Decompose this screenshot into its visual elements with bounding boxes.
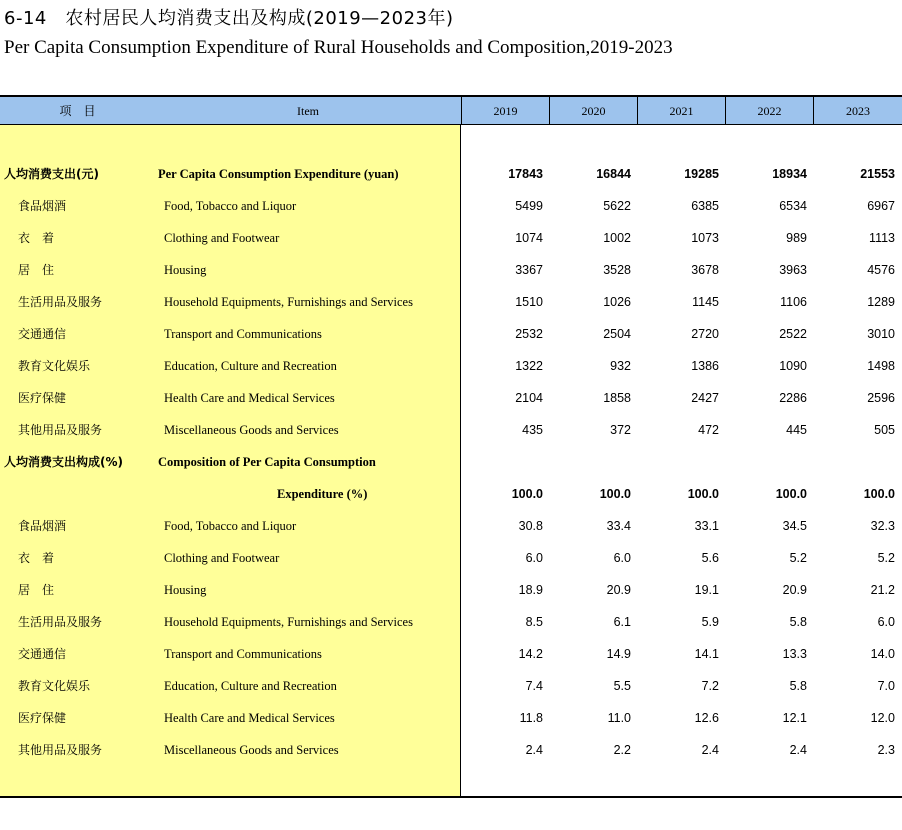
cell-value: 3010 [867, 327, 895, 341]
cell-value: 3528 [603, 263, 631, 277]
cell-value: 3963 [779, 263, 807, 277]
cell-value: 1289 [867, 295, 895, 309]
table-row [0, 613, 902, 645]
cell-value: 5.2 [877, 551, 895, 565]
cell-value: 6.0 [525, 551, 543, 565]
cell-value: 6385 [691, 199, 719, 213]
cell-value: 2720 [691, 327, 719, 341]
cell-value: 14.9 [606, 647, 631, 661]
cell-value: 21553 [860, 167, 895, 181]
cell-value: 33.4 [606, 519, 631, 533]
row-label-cn: 交通通信 [18, 647, 67, 661]
table-header [0, 97, 902, 125]
cell-value: 11.0 [607, 711, 631, 725]
cell-value: 17843 [508, 167, 543, 181]
row-label-en: Food, Tobacco and Liquor [164, 519, 297, 533]
row-label-en: Miscellaneous Goods and Services [164, 743, 339, 757]
cell-value: 989 [786, 231, 807, 245]
cell-value: 1090 [779, 359, 807, 373]
cell-value: 100.0 [863, 487, 895, 501]
table-row [0, 197, 902, 229]
table-row [0, 357, 902, 389]
row-label-en: Clothing and Footwear [164, 551, 280, 565]
row-label-en: Per Capita Consumption Expenditure (yuan) [158, 167, 399, 181]
cell-value: 1858 [603, 391, 631, 405]
header-year: 2023 [813, 97, 902, 124]
row-label-en: Housing [164, 263, 207, 277]
row-label-cn: 教育文化娱乐 [18, 679, 91, 693]
cell-value: 472 [698, 423, 719, 437]
table-row [0, 229, 902, 261]
row-label-cn: 居 住 [18, 263, 55, 277]
cell-value: 2.4 [525, 743, 543, 757]
row-label-en: Education, Culture and Recreation [164, 679, 337, 693]
cell-value: 12.1 [782, 711, 807, 725]
cell-value: 100.0 [687, 487, 719, 501]
cell-value: 6.0 [613, 551, 631, 565]
cell-value: 1145 [692, 295, 719, 309]
row-label-en: Composition of Per Capita Consumption [158, 455, 376, 469]
cell-value: 5.9 [701, 615, 719, 629]
cell-value: 2286 [779, 391, 807, 405]
table-row [0, 421, 902, 453]
row-label-cn: 人均消费支出(元) [4, 167, 99, 181]
cell-value: 7.0 [877, 679, 895, 693]
cell-value: 13.3 [782, 647, 807, 661]
row-label-en: Household Equipments, Furnishings and Services [164, 615, 413, 629]
cell-value: 18.9 [518, 583, 543, 597]
cell-value: 5499 [515, 199, 543, 213]
row-label-cn: 交通通信 [18, 327, 67, 341]
row-label-en: Transport and Communications [164, 647, 322, 661]
row-label-cn: 其他用品及服务 [18, 423, 103, 437]
cell-value: 2.3 [877, 743, 895, 757]
row-label-cn: 生活用品及服务 [18, 295, 103, 309]
row-label-cn: 医疗保健 [18, 391, 67, 405]
table-row [0, 581, 902, 613]
cell-value: 2504 [603, 327, 631, 341]
table-row [0, 261, 902, 293]
section-heading-row [0, 453, 902, 485]
cell-value: 2532 [515, 327, 543, 341]
cell-value: 20.9 [782, 583, 807, 597]
cell-value: 6967 [867, 199, 895, 213]
cell-value: 5.2 [789, 551, 807, 565]
cell-value: 1002 [603, 231, 631, 245]
table-row [0, 677, 902, 709]
header-item-cn: 项 目 [59, 104, 96, 118]
row-label-en: Housing [164, 583, 207, 597]
table-row [0, 645, 902, 677]
cell-value: 4576 [867, 263, 895, 277]
row-label-cn: 人均消费支出构成(%) [4, 455, 123, 469]
table-row [0, 517, 902, 549]
table-row [0, 293, 902, 325]
cell-value: 505 [874, 423, 895, 437]
cell-value: 445 [786, 423, 807, 437]
row-label-cn: 教育文化娱乐 [18, 359, 91, 373]
cell-value: 2522 [779, 327, 807, 341]
table-title-en: Per Capita Consumption Expenditure of Rural Households and Composition,2019-2023 [4, 37, 673, 58]
row-label-en: Miscellaneous Goods and Services [164, 423, 339, 437]
section-total-row [0, 165, 902, 197]
cell-value: 1106 [780, 295, 807, 309]
table-title-cn: 6-14 农村居民人均消费支出及构成(2019—2023年) [4, 8, 454, 29]
cell-value: 2.4 [789, 743, 807, 757]
section-total-row [0, 485, 902, 517]
cell-value: 14.0 [870, 647, 895, 661]
cell-value: 6.0 [877, 615, 895, 629]
row-label-en: Education, Culture and Recreation [164, 359, 337, 373]
row-label-cn: 食品烟酒 [18, 199, 67, 213]
cell-value: 1026 [603, 295, 631, 309]
header-year: 2020 [549, 97, 637, 124]
cell-value: 2427 [691, 391, 719, 405]
row-label-cn: 居 住 [18, 583, 55, 597]
cell-value: 100.0 [599, 487, 631, 501]
header-year: 2022 [725, 97, 813, 124]
cell-value: 100.0 [511, 487, 543, 501]
row-label-en: Clothing and Footwear [164, 231, 280, 245]
row-label-cn: 衣 着 [18, 231, 55, 245]
header-year: 2021 [637, 97, 725, 124]
cell-value: 32.3 [870, 519, 895, 533]
cell-value: 2.2 [613, 743, 631, 757]
cell-value: 14.2 [518, 647, 543, 661]
table-bottom-rule [0, 796, 902, 798]
cell-value: 2104 [515, 391, 543, 405]
cell-value: 7.2 [701, 679, 719, 693]
row-label-en: Health Care and Medical Services [164, 711, 335, 725]
cell-value: 1113 [869, 231, 895, 245]
cell-value: 18934 [772, 167, 807, 181]
cell-value: 20.9 [606, 583, 631, 597]
cell-value: 19.1 [694, 583, 719, 597]
cell-value: 372 [610, 423, 631, 437]
row-label-cn: 医疗保健 [18, 711, 67, 725]
cell-value: 1498 [867, 359, 895, 373]
cell-value: 8.5 [525, 615, 543, 629]
row-label-en: Food, Tobacco and Liquor [164, 199, 297, 213]
row-label-cn: 食品烟酒 [18, 519, 67, 533]
row-label-en: Transport and Communications [164, 327, 322, 341]
cell-value: 19285 [684, 167, 719, 181]
cell-value: 14.1 [694, 647, 719, 661]
row-label-cn: 生活用品及服务 [18, 615, 103, 629]
table-row [0, 389, 902, 421]
cell-value: 1386 [691, 359, 719, 373]
cell-value: 7.4 [525, 679, 543, 693]
cell-value: 3678 [691, 263, 719, 277]
cell-value: 1073 [691, 231, 719, 245]
cell-value: 5.5 [613, 679, 631, 693]
cell-value: 16844 [596, 167, 631, 181]
cell-value: 6.1 [613, 615, 631, 629]
cell-value: 30.8 [518, 519, 543, 533]
cell-value: 11.8 [519, 711, 543, 725]
cell-value: 5622 [603, 199, 631, 213]
cell-value: 1074 [515, 231, 543, 245]
table-row [0, 325, 902, 357]
cell-value: 435 [522, 423, 543, 437]
row-label-cn: 衣 着 [18, 551, 55, 565]
cell-value: 34.5 [782, 519, 807, 533]
table-row [0, 741, 902, 773]
table-row [0, 549, 902, 581]
cell-value: 33.1 [694, 519, 719, 533]
table-row [0, 709, 902, 741]
cell-value: 2596 [867, 391, 895, 405]
header-year: 2019 [461, 97, 549, 124]
row-label-cn: 其他用品及服务 [18, 743, 103, 757]
row-label-en: Expenditure (%) [277, 487, 368, 501]
cell-value: 12.6 [694, 711, 719, 725]
cell-value: 5.6 [701, 551, 719, 565]
cell-value: 932 [610, 359, 631, 373]
row-label-en: Health Care and Medical Services [164, 391, 335, 405]
header-item-en: Item [297, 104, 319, 118]
row-label-en: Household Equipments, Furnishings and Services [164, 295, 413, 309]
cell-value: 6534 [779, 199, 807, 213]
cell-value: 3367 [515, 263, 543, 277]
cell-value: 2.4 [701, 743, 719, 757]
cell-value: 21.2 [870, 583, 895, 597]
cell-value: 5.8 [789, 615, 807, 629]
cell-value: 100.0 [775, 487, 807, 501]
cell-value: 1510 [515, 295, 543, 309]
cell-value: 5.8 [789, 679, 807, 693]
cell-value: 1322 [515, 359, 543, 373]
cell-value: 12.0 [870, 711, 895, 725]
